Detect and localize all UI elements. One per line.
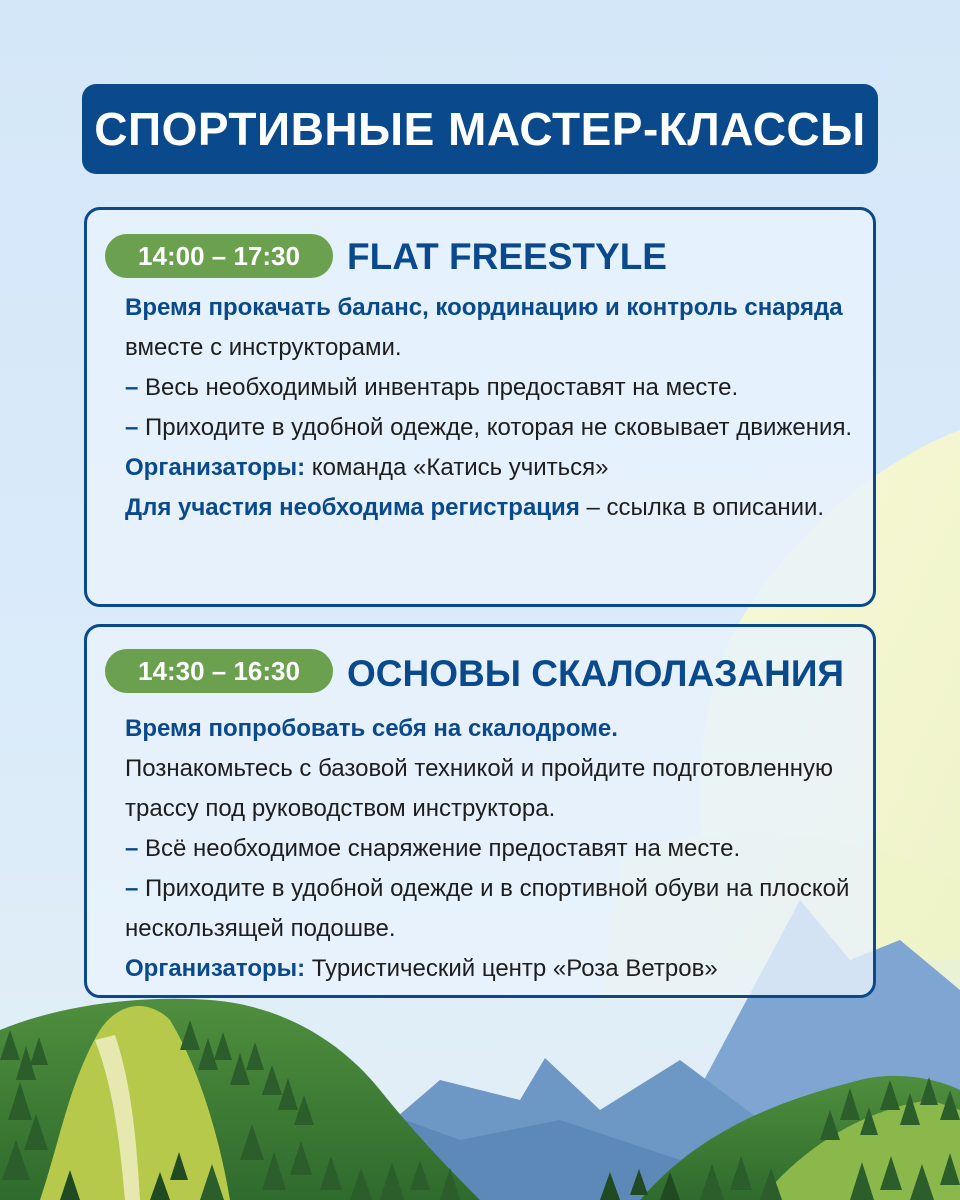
organizers-label: Организаторы: [125,454,306,481]
bullet-text: Весь необходимый инвентарь предоставят на месте. [138,374,739,401]
page-title: СПОРТИВНЫЕ МАСТЕР-КЛАССЫ [82,84,878,174]
bullet-item [125,408,855,448]
registration-bold: Для участия необходима регистрация [125,494,580,521]
time-badge: 14:30 – 16:30 [105,649,333,693]
bullet-item [125,829,855,869]
event-title: FLAT FREESTYLE [347,236,667,277]
intro-bold: Время прокачать баланс, координацию и контроль снаряда [125,294,843,321]
registration-line [125,488,855,528]
organizers-value: команда «Катись учиться» [305,454,609,481]
bullet-text: Приходите в удобной одежде и в спортивной обуви на плоской нескользящей подошве. [125,875,850,942]
bullet-text: Приходите в удобной одежде, которая не сковывает движения. [138,414,853,441]
intro-rest: вместе с инструкторами. [125,334,402,361]
bullet-item [125,368,855,408]
intro-paragraph [125,288,855,368]
event-card-climbing [84,624,876,998]
bullet-text: Всё необходимое снаряжение предоставят на месте. [138,835,741,862]
bullet-dash: – [125,875,139,902]
bullet-dash: – [125,835,139,862]
bullet-item [125,869,855,949]
event-description [125,288,855,528]
event-description [125,709,855,989]
organizers-line [125,949,855,989]
bullet-dash: – [125,414,139,441]
event-title: ОСНОВЫ СКАЛОЛАЗАНИЯ [347,653,845,694]
intro-bold: Время попробовать себя на скалодроме. [125,715,618,742]
bullet-dash: – [125,374,139,401]
organizers-value: Туристический центр «Роза Ветров» [305,955,718,982]
event-card-flat-freestyle [84,207,876,607]
organizers-label: Организаторы: [125,955,306,982]
time-badge: 14:00 – 17:30 [105,234,333,278]
intro-rest: Познакомьтесь с базовой техникой и пройдите подготовленную трассу под руководством инструктора. [125,755,834,822]
organizers-line [125,448,855,488]
registration-rest: – ссылка в описании. [579,494,825,521]
